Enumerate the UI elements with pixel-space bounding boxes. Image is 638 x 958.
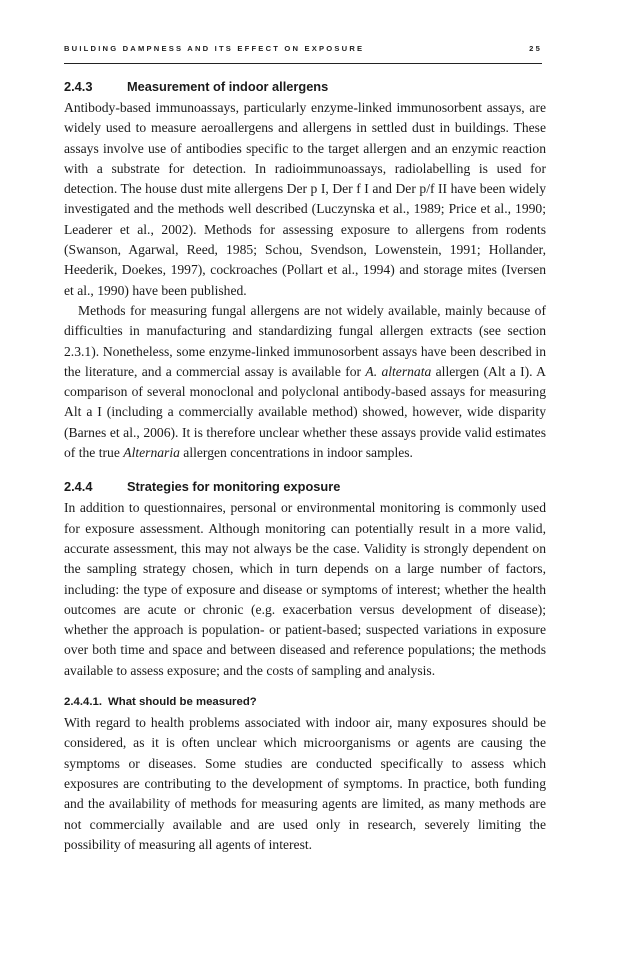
subsection-title: What should be measured? — [108, 696, 257, 709]
genus-name: Alternaria — [123, 445, 180, 461]
subsection-number: 2.4.4.1. — [64, 696, 102, 709]
section-title: Strategies for monitoring exposure — [127, 479, 341, 495]
paragraph: With regard to health problems associated with indoor air, many exposures should be considered, as it is often unclear which microorganisms or agents are causing the symptoms or diseases. Some studies are conducted specifically to assess which exposures are contributing to the development of symptoms. In practice, both funding and the availability of methods for measuring agents are limited, as many methods are not commercially available and are used only in research, severely limiting the possibility of measuring all agents of interest. — [64, 715, 546, 852]
section-heading-2-4-3 — [64, 77, 546, 97]
page-number: 25 — [529, 44, 542, 53]
species-name: A. alternata — [365, 363, 432, 379]
section-number: 2.4.3 — [64, 79, 93, 94]
section-heading-2-4-4 — [64, 477, 546, 497]
paragraph: In addition to questionnaires, personal or environmental monitoring is commonly used for exposure assessment. Although monitoring can potentially result in a more valid, accurate assessment, this may not always be the case. Validity is strongly dependent on the sampling strategy chosen, which in turn depends on a large number of factors, including: the type of exposure and disease or symptoms of interest; whether the health outcomes are acute or chronic (e.g. exacerbation versus development of disease); whether the approach is population- or patient-based; suspected variations in exposure over both time and space and between diseased and reference populations; the methods available to assess exposure; and the costs of sampling and analysis. — [64, 500, 546, 678]
section-number: 2.4.4 — [64, 479, 93, 495]
section-title: Measurement of indoor allergens — [127, 79, 329, 94]
running-header — [64, 44, 542, 53]
running-title: BUILDING DAMPNESS AND ITS EFFECT ON EXPOSURE — [64, 44, 365, 53]
paragraph: Antibody-based immunoassays, particularly enzyme-linked immunosorbent assays, are widely used to measure aeroallergens and allergens in settled dust in buildings. These assays involve use of antibodies specific to the target allergen and an enzymic reaction with a substrate for detection. In radioimmunoassays, radiolabelling is used for detection. The house dust mite allergens Der p I, Der f I and Der p/f II have been widely investigated and the methods well described (Luczynska et al., 1989; Price et al., 1990; Leaderer et al., 2002). Methods for assessing exposure to allergens from rodents (Swanson, Agarwal, Reed, 1985; Schou, Svendson, Lowenstein, 1991; Hollander, Heederik, Doekes, 1997), cockroaches (Pollart et al., 1994) and storage mites (Iversen et al., 1990) have been published. — [64, 100, 546, 298]
body-text — [64, 77, 546, 855]
paragraph: Methods for measuring fungal allergens are not widely available, mainly because of difficulties in manufacturing and standardizing fungal allergen extracts (see section 2.3.1). Nonetheless, some enzyme-linked immunosorbent assays have been described in the literature, and a commercial assay is available for A. alternata allergen (Alt a I). A comparison of several monoclonal and polyclonal antibody-based assays for measuring Alt a I (including a commercially available method) showed, however, wide disparity (Barnes et al., 2006). It is therefore unclear whether these assays provide valid estimates of the true Alternaria allergen concentrations in indoor samples. — [64, 302, 546, 461]
subsection-heading-2-4-4-1 — [64, 693, 546, 711]
header-rule — [64, 63, 542, 64]
